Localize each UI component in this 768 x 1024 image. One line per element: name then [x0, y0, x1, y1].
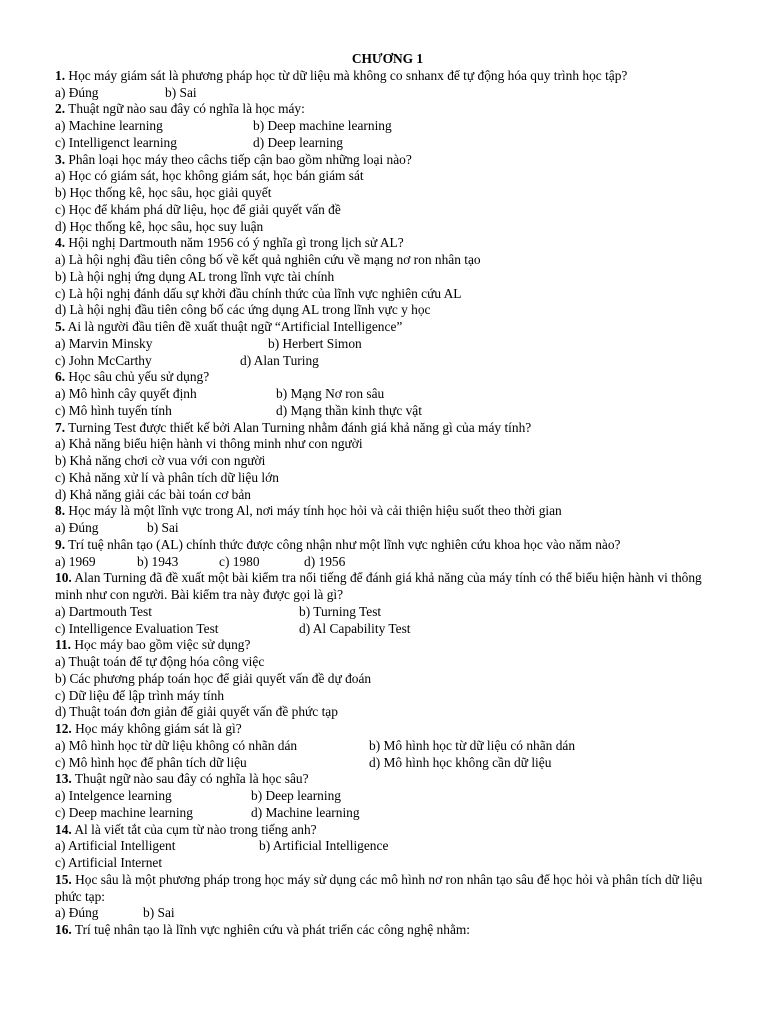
question-text: Alan Turning đã đề xuất một bài kiểm tra nổi tiếng để đánh giá khả năng của máy tính có thể biểu hiện hành vi thông minh như con người. Bài kiểm tra này được gọi là gì?	[55, 570, 702, 602]
option-row	[55, 805, 720, 822]
question-list	[55, 68, 720, 939]
question-stem	[55, 420, 720, 437]
question-number: 16.	[55, 922, 72, 937]
answer-option: b) Deep machine learning	[253, 118, 392, 133]
option-row	[55, 118, 720, 135]
answer-option: a) Mô hình cây quyết định	[55, 386, 197, 401]
answer-option: b) Turning Test	[299, 603, 382, 619]
option-row	[55, 168, 720, 185]
answer-option: a) Mô hình học từ dữ liệu không có nhãn dán	[55, 737, 298, 753]
question-text: Ai là người đầu tiên đề xuất thuật ngữ “Artificial Intelligence”	[65, 319, 403, 334]
answer-option: c) Deep machine learning	[55, 804, 193, 820]
option-row	[55, 905, 720, 922]
question-stem	[55, 319, 720, 336]
question-block	[55, 369, 720, 419]
question-block	[55, 319, 720, 369]
answer-option: b) Khả năng chơi cờ vua với con người	[55, 453, 266, 468]
question-block	[55, 922, 720, 939]
answer-option: d) Học thống kê, học sâu, học suy luận	[55, 218, 264, 234]
option-row	[55, 520, 720, 537]
question-stem	[55, 101, 720, 118]
answer-option: d) Machine learning	[251, 804, 360, 820]
option-row	[55, 604, 720, 621]
option-row	[55, 738, 720, 755]
question-stem	[55, 369, 720, 386]
answer-option: d) Deep learning	[253, 134, 343, 150]
question-text: Học máy giám sát là phương pháp học từ dữ liệu mà không co snhanx để tự động hóa quy trình học tập?	[65, 67, 628, 83]
question-number: 4.	[55, 235, 66, 251]
answer-option: b) Sai	[147, 520, 179, 535]
answer-option: c) Intelligenct learning	[55, 134, 177, 150]
answer-option: b) Các phương pháp toán học để giải quyết vấn đề dự đoán	[55, 670, 372, 686]
question-number: 5.	[55, 319, 66, 334]
question-block	[55, 235, 720, 319]
question-text: Học sâu chủ yếu sử dụng?	[65, 369, 210, 385]
answer-option: b) Mô hình học từ dữ liệu có nhãn dán	[369, 737, 576, 753]
question-number: 12.	[55, 721, 72, 736]
answer-option: b) Là hội nghị ứng dụng AL trong lĩnh vực tài chính	[55, 268, 335, 284]
option-row	[55, 621, 720, 638]
option-row	[55, 788, 720, 805]
option-row	[55, 554, 720, 571]
answer-option: b) Mạng Nơ ron sâu	[276, 386, 385, 401]
question-block	[55, 637, 720, 721]
answer-option: c) Khả năng xử lí và phân tích dữ liệu lớn	[55, 469, 279, 485]
answer-option: a) Intelgence learning	[55, 788, 172, 803]
answer-option: b) 1943	[137, 553, 179, 569]
question-stem	[55, 721, 720, 738]
answer-option: b) Deep learning	[251, 788, 341, 803]
question-block	[55, 503, 720, 537]
answer-option: c) Artificial Internet	[55, 855, 163, 870]
question-block	[55, 101, 720, 151]
answer-option: d) Al Capability Test	[299, 620, 411, 636]
answer-option: c) Dữ liệu để lập trình máy tính	[55, 687, 225, 703]
question-block	[55, 537, 720, 571]
question-number: 3.	[55, 151, 66, 167]
answer-option: b) Sai	[143, 905, 175, 921]
answer-option: b) Herbert Simon	[268, 335, 362, 351]
option-row	[55, 353, 720, 370]
question-block	[55, 822, 720, 872]
option-row	[55, 436, 720, 453]
answer-option: c) Mô hình học để phân tích dữ liệu	[55, 754, 247, 770]
question-block	[55, 872, 720, 922]
question-text: Thuật ngữ nào sau đây có nghĩa là học máy:	[65, 101, 305, 117]
question-number: 11.	[55, 637, 71, 653]
option-row	[55, 487, 720, 504]
question-stem	[55, 235, 720, 252]
question-text: Al là viết tắt của cụm từ nào trong tiếng anh?	[71, 821, 317, 837]
answer-option: a) Là hội nghị đầu tiên công bố về kết quả nghiên cứu về mạng nơ ron nhân tạo	[55, 252, 481, 267]
question-stem	[55, 503, 720, 520]
question-text: Trí tuệ nhân tạo (AL) chính thức được công nhận như một lĩnh vực nghiên cứu khoa học vào năm nào?	[65, 536, 621, 552]
question-block	[55, 68, 720, 102]
answer-option: a) Thuật toán để tự động hóa công việc	[55, 654, 265, 669]
answer-option: d) Khả năng giải các bài toán cơ bản	[55, 486, 251, 502]
answer-option: d) 1956	[304, 553, 346, 569]
answer-option: c) 1980	[219, 553, 260, 569]
question-number: 8.	[55, 503, 66, 519]
question-stem	[55, 152, 720, 169]
option-row	[55, 453, 720, 470]
answer-option: a) Dartmouth Test	[55, 603, 152, 619]
answer-option: b) Artificial Intelligence	[259, 838, 389, 854]
answer-option: c) John McCarthy	[55, 352, 152, 368]
question-number: 9.	[55, 536, 66, 552]
option-row	[55, 855, 720, 872]
question-number: 6.	[55, 369, 66, 385]
option-row	[55, 252, 720, 269]
question-block	[55, 420, 720, 504]
question-text: Học sâu là một phương pháp trong học máy sử dụng các mô hình nơ ron nhân tạo sâu để học hỏi và phân tích dữ liệu phức tạp:	[55, 871, 703, 904]
question-text: Hội nghị Dartmouth năm 1956 có ý nghĩa gì trong lịch sử AL?	[65, 235, 404, 251]
option-row	[55, 202, 720, 219]
question-stem	[55, 872, 720, 906]
answer-option: d) Là hội nghị đầu tiên công bố các ứng dụng AL trong lĩnh vực y học	[55, 302, 431, 318]
option-row	[55, 302, 720, 319]
option-row	[55, 185, 720, 202]
option-row	[55, 688, 720, 705]
option-row	[55, 838, 720, 855]
question-stem	[55, 822, 720, 839]
answer-option: b) Sai	[165, 84, 197, 100]
question-text: Học máy là một lĩnh vực trong Al, nơi máy tính học hỏi và cải thiện hiệu suốt theo thời gian	[65, 503, 562, 519]
answer-option: a) Marvin Minsky	[55, 335, 153, 351]
answer-option: a) Đúng	[55, 84, 99, 100]
option-row	[55, 336, 720, 353]
question-number: 2.	[55, 101, 66, 117]
option-row	[55, 85, 720, 102]
answer-option: b) Học thống kê, học sâu, học giải quyết	[55, 185, 272, 200]
answer-option: a) Học có giám sát, học không giám sát, học bán giám sát	[55, 168, 364, 184]
question-block	[55, 771, 720, 821]
document-page	[55, 51, 720, 939]
option-row	[55, 470, 720, 487]
answer-option: d) Mạng thần kinh thực vật	[276, 402, 422, 418]
question-stem	[55, 570, 720, 604]
option-row	[55, 219, 720, 236]
question-stem	[55, 771, 720, 788]
question-number: 10.	[55, 570, 72, 586]
question-number: 7.	[55, 419, 66, 435]
option-row	[55, 704, 720, 721]
question-stem	[55, 68, 720, 85]
option-row	[55, 671, 720, 688]
answer-option: d) Mô hình học không cần dữ liệu	[369, 754, 552, 770]
answer-option: a) 1969	[55, 553, 96, 569]
answer-option: c) Mô hình tuyến tính	[55, 402, 172, 418]
question-block	[55, 152, 720, 236]
answer-option: d) Thuật toán đơn giản để giải quyết vấn đề phức tạp	[55, 704, 338, 720]
chapter-title: CHƯƠNG 1	[351, 51, 424, 66]
question-number: 13.	[55, 771, 72, 787]
option-row	[55, 286, 720, 303]
answer-option: a) Khả năng biểu hiện hành vi thông minh như con người	[55, 436, 363, 452]
question-text: Trí tuệ nhân tạo là lĩnh vực nghiên cứu và phát triển các công nghệ nhằm:	[71, 922, 471, 937]
answer-option: a) Machine learning	[55, 118, 163, 133]
question-stem	[55, 922, 720, 939]
answer-option: c) Là hội nghị đánh dấu sự khởi đầu chính thức của lĩnh vực nghiên cứu AL	[55, 285, 462, 301]
question-block	[55, 721, 720, 771]
answer-option: a) Đúng	[55, 520, 99, 535]
question-text: Học máy bao gồm việc sử dụng?	[71, 637, 251, 653]
option-row	[55, 654, 720, 671]
option-row	[55, 386, 720, 403]
question-text: Phân loại học máy theo câchs tiếp cận bao gồm những loại nào?	[65, 151, 412, 167]
question-stem	[55, 537, 720, 554]
answer-option: a) Artificial Intelligent	[55, 838, 176, 854]
option-row	[55, 403, 720, 420]
answer-option: c) Intelligence Evaluation Test	[55, 620, 219, 636]
question-block	[55, 570, 720, 637]
question-number: 1.	[55, 67, 66, 83]
option-row	[55, 135, 720, 152]
question-text: Turning Test được thiết kế bởi Alan Turning nhằm đánh giá khả năng gì của máy tính?	[65, 419, 532, 435]
question-stem	[55, 637, 720, 654]
answer-option: a) Đúng	[55, 905, 99, 921]
question-text: Thuật ngữ nào sau đây có nghĩa là học sâu?	[71, 771, 309, 787]
option-row	[55, 755, 720, 772]
question-text: Học máy không giám sát là gì?	[71, 721, 242, 736]
question-number: 14.	[55, 821, 72, 837]
option-row	[55, 269, 720, 286]
answer-option: c) Học để khám phá dữ liệu, học để giải quyết vấn đề	[55, 201, 341, 217]
answer-option: d) Alan Turing	[240, 352, 319, 368]
question-number: 15.	[55, 871, 72, 887]
